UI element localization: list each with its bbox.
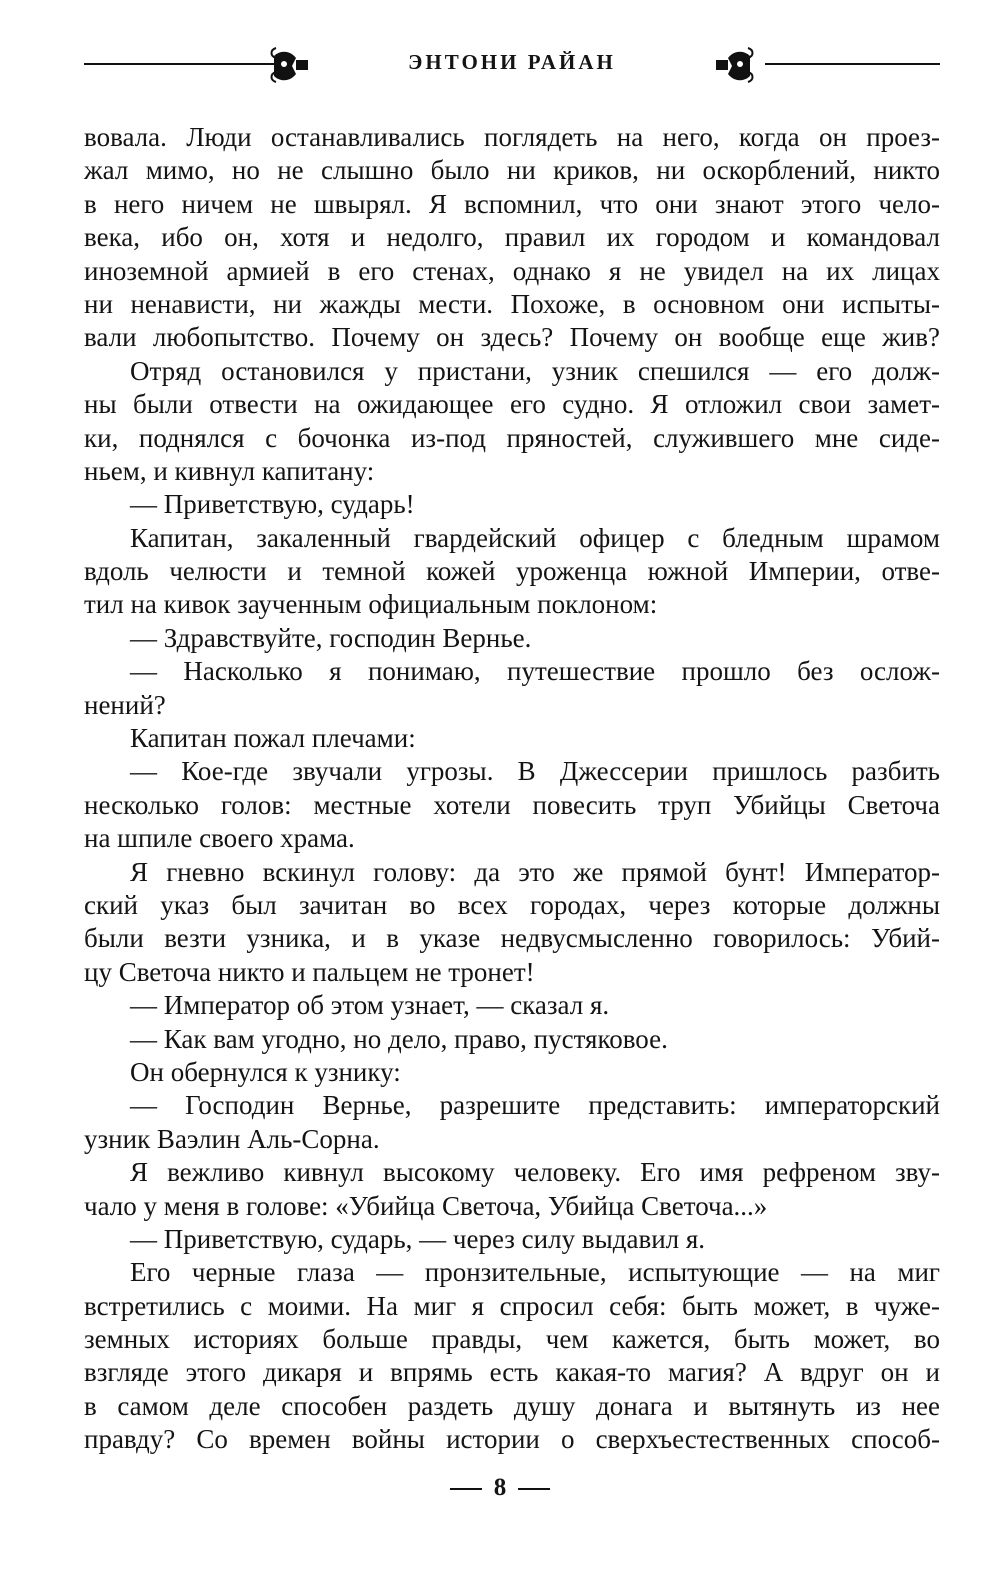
text-line: Капитан, закаленный гвардейский офицер с бледным шрамом	[130, 522, 940, 553]
text-line: Капитан пожал плечами:	[130, 723, 416, 754]
text-line: ский указ был зачитан во всех городах, через которые должны	[84, 889, 940, 920]
text-line: века, ибо он, хотя и недолго, правил их городом и командовал	[84, 222, 940, 253]
folio-dash-left	[450, 1488, 482, 1490]
text-line: ки, поднялся с бочонка из-под пряностей, служившего мне сиде-	[84, 422, 940, 453]
text-line: в самом деле способен раздеть душу донага и вытянуть из нее	[84, 1390, 940, 1421]
text-line: ни ненависти, ни жажды мести. Похоже, в основном они испыты-	[84, 288, 940, 319]
text-line: земных историях больше правды, чем кажется, быть может, во	[84, 1324, 940, 1355]
text-line: Отряд остановился у пристани, узник спешился — его долж-	[130, 355, 940, 386]
text-line: вовала. Люди останавливались поглядеть на него, когда он проез-	[84, 122, 940, 152]
text-line: Его черные глаза — пронзительные, испытующие — на миг	[130, 1257, 940, 1288]
body-text	[84, 121, 940, 1457]
sword-hilt-ornament-icon	[714, 42, 768, 88]
text-line: на шпиле своего храма.	[84, 823, 355, 854]
header-rule-right	[765, 63, 940, 65]
text-line: жал мимо, но не слышно было ни криков, ни оскорблений, никто	[84, 155, 940, 186]
text-line: тил на кивок заученным официальным поклоном:	[84, 589, 658, 620]
text-line: Я вежливо кивнул высокому человеку. Его имя рефреном зву-	[130, 1157, 940, 1188]
text-line: — Как вам угодно, но дело, право, пустяковое.	[130, 1023, 668, 1054]
text-line: встретились с моими. На миг я спросил себя: быть может, в чуже-	[84, 1290, 940, 1321]
text-line: — Здравствуйте, господин Вернье.	[130, 622, 532, 653]
page-number: 8	[493, 1474, 507, 1501]
text-line: несколько голов: местные хотели повесить труп Убийцы Светоча	[84, 789, 940, 820]
folio-dash-right	[518, 1488, 550, 1490]
text-line: — Кое-где звучали угрозы. В Джессерии пришлось разбить	[130, 756, 940, 787]
text-line: цу Светоча никто и пальцем не тронет!	[84, 956, 535, 987]
text-line: Я гневно вскинул голову: да это же прямой бунт! Император-	[130, 856, 940, 887]
text-line: вали любопытство. Почему он здесь? Почему он вообще еще жив?	[84, 322, 940, 353]
page-footer	[0, 1474, 1000, 1502]
text-line: взгляде этого дикаря и впрямь есть какая-то магия? А вдруг он и	[84, 1357, 940, 1388]
text-line: в него ничем не швырял. Я вспомнил, что они знают этого чело-	[84, 188, 940, 219]
text-line: нений?	[84, 689, 166, 720]
running-title: ЭНТОНИ РАЙАН	[408, 50, 616, 74]
text-line: узник Ваэлин Аль-Сорна.	[84, 1123, 380, 1154]
text-line: — Приветствую, сударь, — через силу выдавил я.	[130, 1223, 706, 1254]
text-line: ньем, и кивнул капитану:	[84, 455, 375, 486]
text-line: ны были отвести на ожидающее его судно. Я отложил свои замет-	[84, 389, 940, 420]
text-line: — Насколько я понимаю, путешествие прошло без ослож-	[130, 656, 940, 687]
text-line: вдоль челюсти и темной кожей уроженца южной Империи, отве-	[84, 556, 940, 587]
text-line: были везти узника, и в указе недвусмысленно говорилось: Убий-	[84, 923, 940, 954]
text-line: — Господин Вернье, разрешите представить: императорский	[130, 1090, 940, 1121]
text-line: чало у меня в голове: «Убийца Светоча, Убийца Светоча...»	[84, 1190, 768, 1221]
text-line: — Император об этом узнает, — сказал я.	[130, 990, 610, 1021]
text-line: Он обернулся к узнику:	[130, 1056, 401, 1087]
text-line: иноземной армией в его стенах, однако я не увидел на их лицах	[84, 255, 940, 286]
text-line: — Приветствую, сударь!	[130, 489, 415, 520]
running-header	[84, 38, 940, 88]
text-line: правду? Со времен войны истории о сверхъестественных способ-	[84, 1424, 940, 1455]
